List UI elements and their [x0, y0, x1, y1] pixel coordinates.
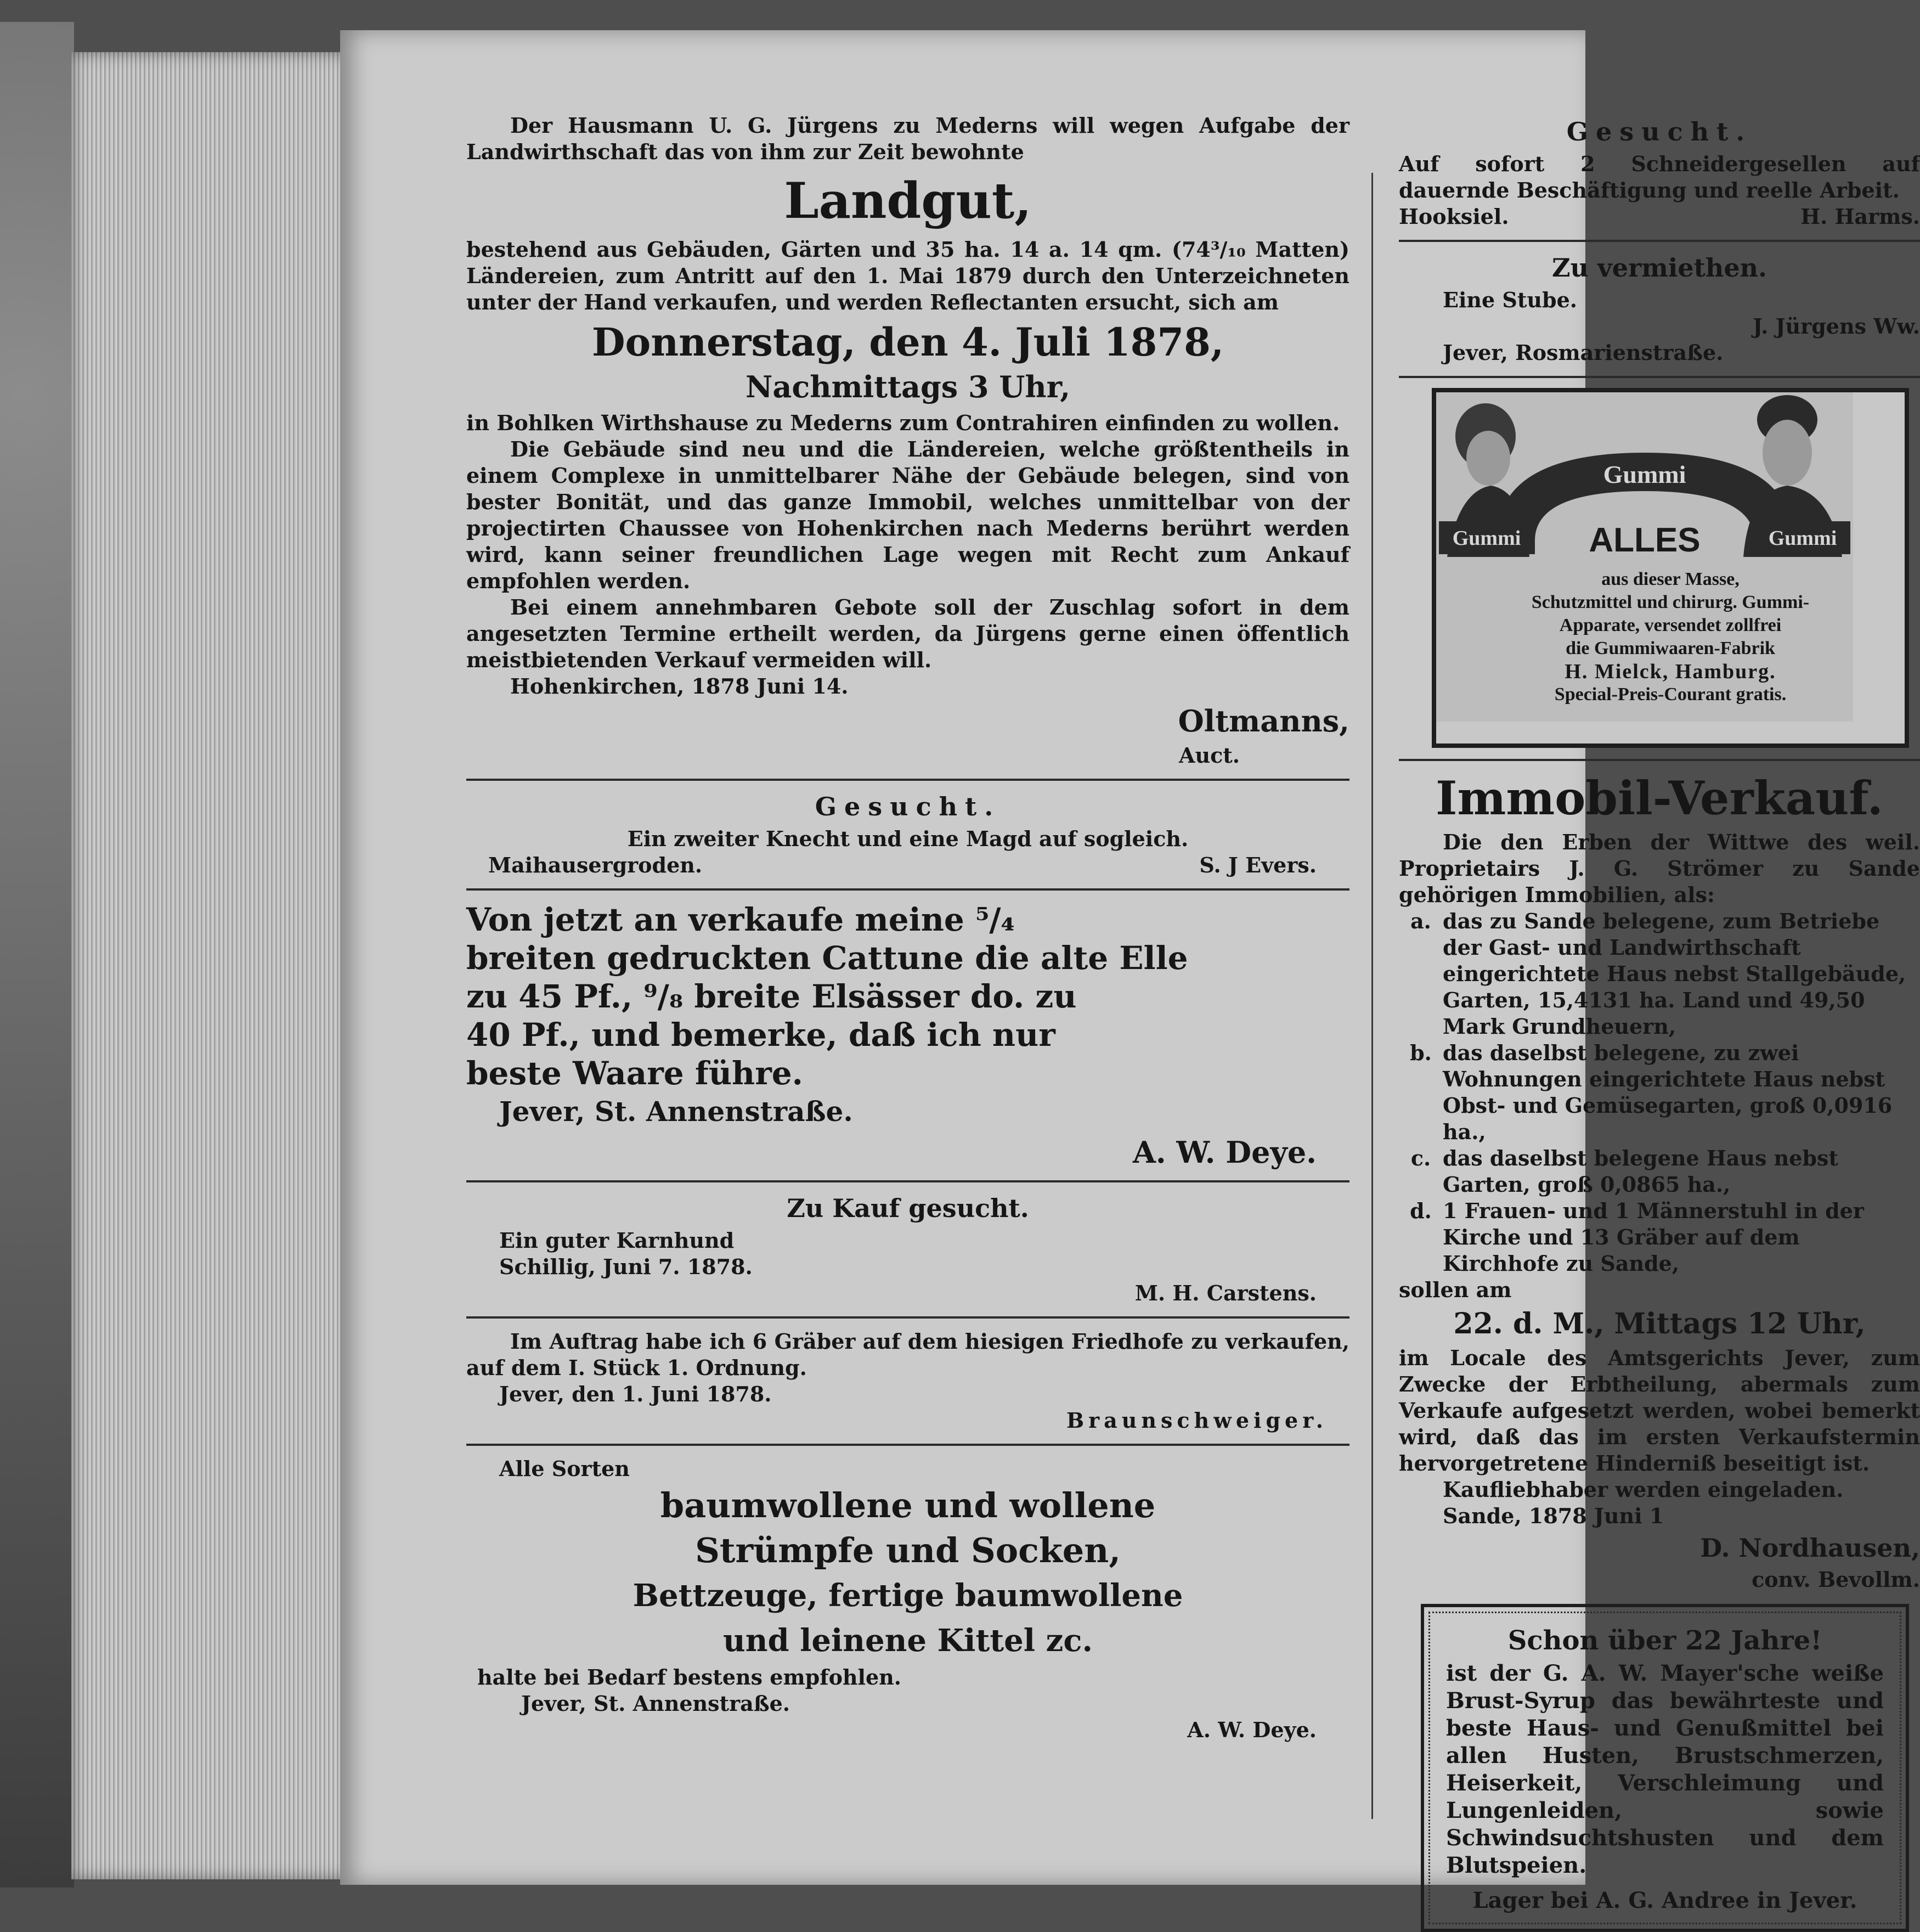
immobil-item-text: das zu Sande belegene, zum Betriebe der Gast- und Landwirthschaft eingerichtete Haus nebst Stallgebäude, Garten, 15,4131 ha. Land und 49,50 Mark Grundheuern, [1443, 909, 1906, 1039]
immobil-date: 22. d. M., Mittags 12 Uhr, [1453, 1307, 1866, 1340]
divider [1399, 376, 1920, 378]
schneider-signer: H. Harms. [1800, 204, 1920, 229]
schneider-heading: Gesucht. [1566, 117, 1753, 147]
divider [466, 1444, 1349, 1446]
ad-graeber [466, 1328, 1349, 1434]
immobil-items-list [1399, 908, 1920, 1277]
immobil-item-key: b. [1410, 1040, 1432, 1065]
landgut-title: Landgut, [784, 172, 1032, 230]
immobil-item-key: a. [1410, 909, 1431, 933]
gesucht-signer: S. J Evers. [1199, 853, 1317, 877]
right-column [1399, 112, 1920, 1932]
gesucht-text: Ein zweiter Knecht und eine Magd auf sogleich. [627, 826, 1189, 851]
struempfe-place: Jever, St. Annenstraße. [521, 1691, 790, 1716]
divider [466, 1180, 1349, 1182]
landgut-body: bestehend aus Gebäuden, Gärten und 35 ha. 14 a. 14 qm. (74³/₁₀ Matten) Ländereien, zum Antritt auf den 1. Mai 1879 durch den Unterzeichneten unter der Hand verkaufen, und werden Reflectanten ersucht, sich am [466, 237, 1349, 314]
graeber-dateline: Jever, den 1. Juni 1878. [499, 1382, 772, 1406]
struempfe-line4: und leinene Kittel zc. [723, 1623, 1093, 1659]
karnhund-heading: Zu Kauf gesucht. [787, 1193, 1029, 1223]
landgut-signer: Oltmanns, [1178, 703, 1349, 739]
gummi-line4: die Gummiwaaren-Fabrik [1566, 638, 1775, 658]
landgut-dateline: Hohenkirchen, 1878 Juni 14. [510, 674, 849, 699]
struempfe-pre: Alle Sorten [499, 1456, 630, 1481]
landgut-p1: Die Gebäude sind neu und die Ländereien, welche größtentheils in einem Complexe in unmittelbarer Nähe der Gebäude belegen, sind von bester Bonität, und das ganze Immobil, welches unmittelbar von der projectirten Chaussee von Hohenkirchen nach Mederns berührt werden wird, kann seiner freundlichen Lage wegen mit Recht zum Ankauf empfohlen werden. [466, 437, 1349, 593]
ad-karnhund [466, 1192, 1349, 1306]
cattune-place: Jever, St. Annenstraße. [499, 1095, 853, 1128]
gummi-alles: ALLES [1589, 521, 1701, 559]
immobil-item [1399, 1198, 1920, 1277]
vermiethen-signer: J. Jürgens Ww. [1753, 314, 1920, 339]
column-divider [1371, 173, 1373, 1819]
struempfe-post: halte bei Bedarf bestens empfohlen. [477, 1665, 902, 1689]
struempfe-line3: Bettzeuge, fertige baumwollene [633, 1578, 1183, 1614]
cattune-line1: Von jetzt an verkaufe meine ⁵/₄ [466, 901, 1015, 938]
graeber-signer: Braunschweiger. [1066, 1408, 1328, 1433]
cattune-line2: breiten gedruckten Cattune die alte Elle [466, 939, 1188, 977]
gummi-left-label: Gummi [1452, 527, 1521, 550]
immobil-item-text: das daselbst belegene, zu zwei Wohnungen eingerichtete Haus nebst Obst- und Gemüsegarten, groß 0,0916 ha., [1443, 1040, 1893, 1144]
divider [1399, 759, 1920, 761]
gesucht-heading: Gesucht. [815, 792, 1001, 821]
immobil-title: Immobil-Verkauf. [1436, 771, 1883, 825]
ad-vermiethen [1399, 252, 1920, 366]
gummi-arch-label: Gummi [1603, 460, 1686, 488]
landgut-intro: Der Hausmann U. G. Jürgens zu Mederns will wegen Aufgabe der Landwirthschaft das von ihm zur Zeit bewohnte [466, 113, 1349, 164]
newspaper-page [340, 30, 1920, 1913]
divider [1399, 240, 1920, 242]
vermiethen-text: Eine Stube. [1443, 288, 1578, 312]
graeber-text: Im Auftrag habe ich 6 Gräber auf dem hiesigen Friedhofe zu verkaufen, auf dem I. Stück 1. Ordnung. [466, 1329, 1349, 1380]
ad-cattune [466, 900, 1349, 1170]
landgut-date: Donnerstag, den 4. Juli 1878, [591, 319, 1224, 365]
brustsyrup-footer: Lager bei A. G. Andree in Jever. [1472, 1888, 1857, 1913]
schneider-text: Auf sofort 2 Schneidergesellen auf dauernde Beschäftigung und reelle Arbeit. [1399, 151, 1920, 202]
gummi-text [1436, 568, 1905, 706]
gesucht-place: Maihausergroden. [488, 853, 703, 877]
karnhund-line1: Ein guter Karnhund [499, 1228, 735, 1253]
immobil-body: im Locale des Amtsgerichts Jever, zum Zwecke der Erbtheilung, abermals zum Verkaufe aufgesetzt werden, wobei bemerkt wird, daß das im ersten Verkaufstermin hervorgetretene Hinderniß beseitigt ist. [1399, 1345, 1920, 1475]
immobil-item-key: c. [1410, 1146, 1431, 1170]
ad-struempfe [466, 1456, 1349, 1743]
immobil-item-text: das daselbst belegene Haus nebst Garten, groß 0,0865 ha., [1443, 1146, 1838, 1197]
immobil-signer-title: conv. Bevollm. [1752, 1567, 1920, 1592]
ad-brustsyrup [1421, 1604, 1909, 1932]
divider [466, 888, 1349, 891]
karnhund-dateline: Schillig, Juni 7. 1878. [499, 1254, 753, 1279]
immobil-signer: D. Nordhausen, [1700, 1533, 1920, 1563]
left-column [466, 112, 1349, 1743]
landgut-time: Nachmittags 3 Uhr, [745, 369, 1071, 404]
ad-immobil [1399, 771, 1920, 1593]
vermiethen-place: Jever, Rosmarienstraße. [1443, 340, 1724, 365]
immobil-item [1399, 908, 1920, 1040]
gummi-right-label: Gummi [1768, 527, 1837, 550]
divider [466, 779, 1349, 781]
struempfe-line2: Strümpfe und Socken, [695, 1530, 1121, 1570]
struempfe-line1: baumwollene und wollene [660, 1485, 1156, 1525]
cattune-line3: zu 45 Pf., ⁹/₈ breite Elsässer do. zu [466, 978, 1077, 1015]
landgut-p2: Bei einem annehmbaren Gebote soll der Zuschlag sofort in dem angesetzten Termine ertheilt werden, da Jürgens gerne einen öffentlich meistbietenden Verkauf vermeiden will. [466, 595, 1349, 672]
immobil-sollen: sollen am [1399, 1277, 1512, 1302]
immobil-intro: Die den Erben der Wittwe des weil. Proprietairs J. G. Strömer zu Sande gehörigen Immobilien, als: [1399, 830, 1920, 907]
gummi-company: H. Mielck, Hamburg. [1565, 660, 1776, 683]
gummi-line3: Apparate, versendet zollfrei [1559, 615, 1782, 635]
cattune-line5: beste Waare führe. [466, 1055, 803, 1092]
struempfe-signer: A. W. Deye. [1187, 1717, 1317, 1742]
brustsyrup-heading: Schon über 22 Jahre! [1507, 1625, 1822, 1656]
immobil-item [1399, 1040, 1920, 1145]
ad-landgut [466, 112, 1349, 769]
landgut-signer-title: Auct. [1178, 743, 1240, 768]
gummi-line1: aus dieser Masse, [1601, 569, 1740, 589]
brustsyrup-text: ist der G. A. W. Mayer'sche weiße Brust-Syrup das bewährteste und beste Haus- und Genußmittel bei allen Husten, Brustschmerzen, Heiserkeit, Verschleimung und Lungenleiden, sowie Schwindsuchtshusten und dem Blutspeien. [1446, 1660, 1884, 1878]
landgut-place: in Bohlken Wirthshause zu Mederns zum Contrahiren einfinden zu wollen. [466, 410, 1340, 435]
karnhund-signer: M. H. Carstens. [1134, 1281, 1317, 1305]
page-edges [71, 52, 362, 1879]
ad-gummi [1432, 388, 1909, 748]
immobil-invite: Kaufliebhaber werden eingeladen. [1443, 1477, 1844, 1502]
immobil-item [1399, 1145, 1920, 1198]
divider [466, 1316, 1349, 1319]
vermiethen-heading: Zu vermiethen. [1551, 253, 1767, 283]
gummi-line5: Special-Preis-Courant gratis. [1554, 684, 1787, 705]
cattune-line4: 40 Pf., und bemerke, daß ich nur [466, 1016, 1055, 1054]
immobil-item-text: 1 Frauen- und 1 Männerstuhl in der Kirche und 13 Gräber auf dem Kirchhofe zu Sande, [1443, 1198, 1864, 1276]
cattune-signer: A. W. Deye. [1132, 1135, 1317, 1170]
ad-gesucht-knecht [466, 791, 1349, 878]
immobil-dateline: Sande, 1878 Juni 1 [1443, 1503, 1664, 1528]
ad-gesucht-schneider [1399, 116, 1920, 230]
gummi-line2: Schutzmittel und chirurg. Gummi- [1531, 592, 1810, 612]
immobil-item-key: d. [1410, 1198, 1432, 1223]
book-spine [0, 22, 74, 1888]
schneider-place: Hooksiel. [1399, 204, 1509, 229]
